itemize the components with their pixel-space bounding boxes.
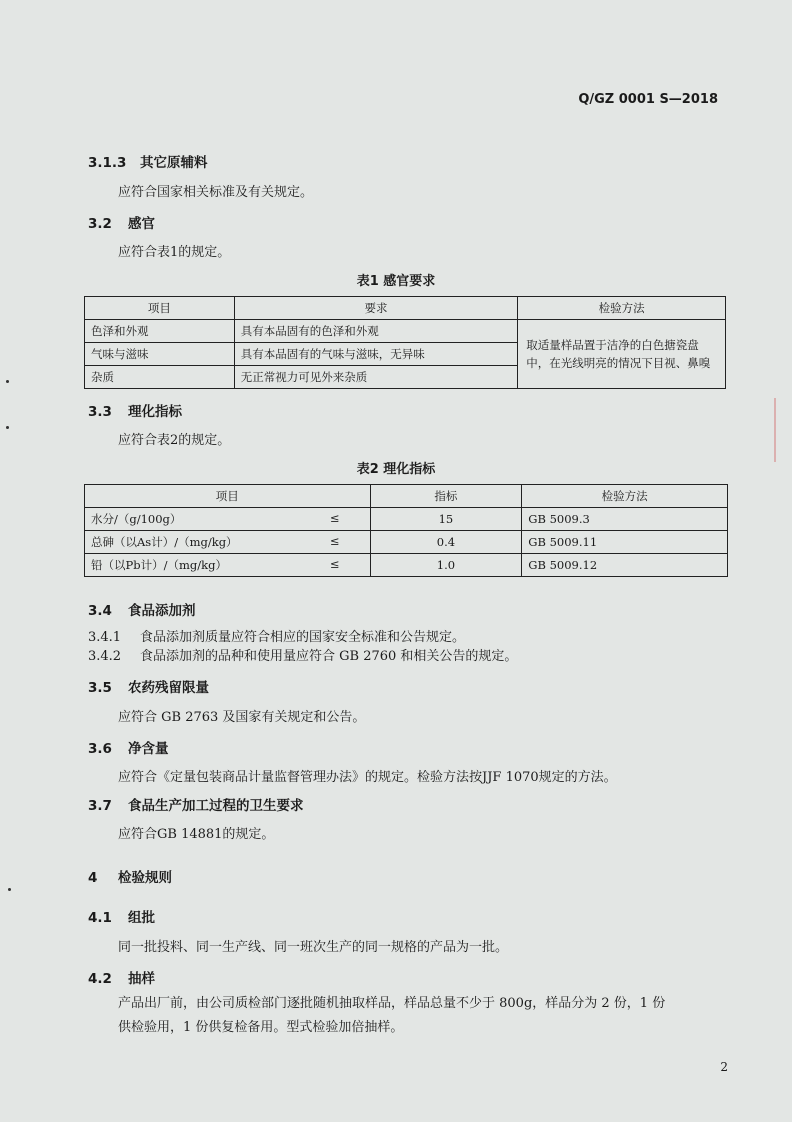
- section-3-3-heading: [88, 400, 182, 420]
- table-row: [85, 554, 728, 577]
- item-cell: [85, 508, 371, 531]
- section-number: 3.2: [88, 216, 112, 232]
- value-cell: 15: [370, 508, 522, 531]
- clause-3-4-1: [88, 626, 465, 645]
- section-number: 3.4: [88, 603, 112, 619]
- section-number: 4.1: [88, 910, 112, 926]
- section-3-1-3-text: 应符合国家相关标准及有关规定。: [118, 185, 314, 200]
- section-number: 4.2: [88, 971, 112, 987]
- section-3-5-text: 应符合 GB 2763 及国家有关规定和公告。: [118, 710, 366, 725]
- method-cell: GB 5009.3: [522, 508, 728, 531]
- item-label: 铅（以Pb计）/（mg/kg）: [91, 558, 227, 572]
- scan-speck: [6, 380, 9, 383]
- section-title: 组批: [128, 910, 155, 926]
- section-3-7-text: 应符合GB 14881的规定。: [118, 827, 275, 842]
- section-4-2-text: 产品出厂前，由公司质检部门逐批随机抽取样品，样品总量不少于 800g，样品分为 2 份，1 份供检验用，1 份供复检备用。型式检验加倍抽样。: [118, 996, 666, 1035]
- section-title: 食品生产加工过程的卫生要求: [128, 798, 304, 814]
- sensory-requirements-table: [84, 296, 726, 389]
- section-number: 4: [88, 870, 98, 886]
- header-cell: 检验方法: [522, 485, 728, 508]
- less-equal-symbol: ≤: [329, 534, 340, 548]
- section-3-6-text: 应符合《定量包装商品计量监督管理办法》的规定。检验方法按JJF 1070规定的方法。: [118, 770, 617, 785]
- section-title: 理化指标: [128, 404, 182, 420]
- section-number: 3.1.3: [88, 155, 127, 171]
- section-title: 净含量: [128, 741, 169, 757]
- header-cell: 项目: [85, 485, 371, 508]
- clause-text: 食品添加剂的品种和使用量应符合 GB 2760 和相关公告的规定。: [140, 649, 518, 664]
- less-equal-symbol: ≤: [329, 557, 340, 571]
- section-title: 感官: [128, 216, 155, 232]
- section-title: 其它原辅料: [140, 155, 208, 171]
- section-3-1-3-heading: [88, 151, 208, 171]
- section-3-5-heading: [88, 676, 209, 696]
- header-cell: 要求: [234, 297, 518, 320]
- scan-speck: [6, 426, 9, 429]
- section-4-2-heading: [88, 967, 155, 987]
- value-cell: 1.0: [370, 554, 522, 577]
- section-3-2-heading: [88, 212, 155, 232]
- scan-speck: [8, 888, 11, 891]
- page-number: 2: [720, 1060, 728, 1074]
- section-3-7-heading: [88, 794, 304, 814]
- requirement-cell: 无正常视力可见外来杂质: [234, 366, 518, 389]
- section-title: 食品添加剂: [128, 603, 196, 619]
- clause-3-4-2: [88, 645, 517, 664]
- clause-number: 3.4.2: [88, 649, 122, 664]
- table-row: [85, 508, 728, 531]
- header-cell: 指标: [370, 485, 522, 508]
- physicochemical-table: [84, 484, 728, 577]
- requirement-cell: 具有本品固有的色泽和外观: [234, 320, 518, 343]
- value-cell: 0.4: [370, 531, 522, 554]
- item-cell: [85, 531, 371, 554]
- requirement-cell: 具有本品固有的气味与滋味，无异味: [234, 343, 518, 366]
- item-label: 水分/（g/100g）: [91, 512, 182, 526]
- section-number: 3.3: [88, 404, 112, 420]
- section-number: 3.5: [88, 680, 112, 696]
- clause-number: 3.4.1: [88, 630, 122, 645]
- section-3-4-heading: [88, 599, 196, 619]
- section-3-6-heading: [88, 737, 169, 757]
- method-cell: 取适量样品置于洁净的白色搪瓷盘中，在光线明亮的情况下目视、鼻嗅: [518, 320, 726, 389]
- stamp-edge-mark: [774, 398, 788, 462]
- less-equal-symbol: ≤: [329, 511, 340, 525]
- standard-code: Q/GZ 0001 S—2018: [578, 92, 718, 107]
- table-row: [85, 531, 728, 554]
- table1-caption: 表1 感官要求: [356, 274, 436, 289]
- item-cell: 色泽和外观: [85, 320, 235, 343]
- table2-caption: 表2 理化指标: [356, 462, 436, 477]
- item-cell: [85, 554, 371, 577]
- item-label: 总砷（以As计）/（mg/kg）: [91, 535, 238, 549]
- table-header-row: [85, 485, 728, 508]
- section-title: 抽样: [128, 971, 155, 987]
- section-4-heading: [88, 866, 172, 886]
- section-3-2-text: 应符合表1的规定。: [118, 245, 231, 260]
- header-cell: 检验方法: [518, 297, 726, 320]
- section-number: 3.6: [88, 741, 112, 757]
- section-title: 农药残留限量: [128, 680, 209, 696]
- method-cell: GB 5009.12: [522, 554, 728, 577]
- method-cell: GB 5009.11: [522, 531, 728, 554]
- table-row: [85, 320, 726, 343]
- header-cell: 项目: [85, 297, 235, 320]
- table-header-row: [85, 297, 726, 320]
- section-4-1-text: 同一批投料、同一生产线、同一班次生产的同一规格的产品为一批。: [118, 940, 509, 955]
- item-cell: 气味与滋味: [85, 343, 235, 366]
- section-4-1-heading: [88, 906, 155, 926]
- item-cell: 杂质: [85, 366, 235, 389]
- section-3-3-text: 应符合表2的规定。: [118, 433, 231, 448]
- clause-text: 食品添加剂质量应符合相应的国家安全标准和公告规定。: [140, 630, 466, 645]
- section-number: 3.7: [88, 798, 112, 814]
- section-title: 检验规则: [118, 870, 172, 886]
